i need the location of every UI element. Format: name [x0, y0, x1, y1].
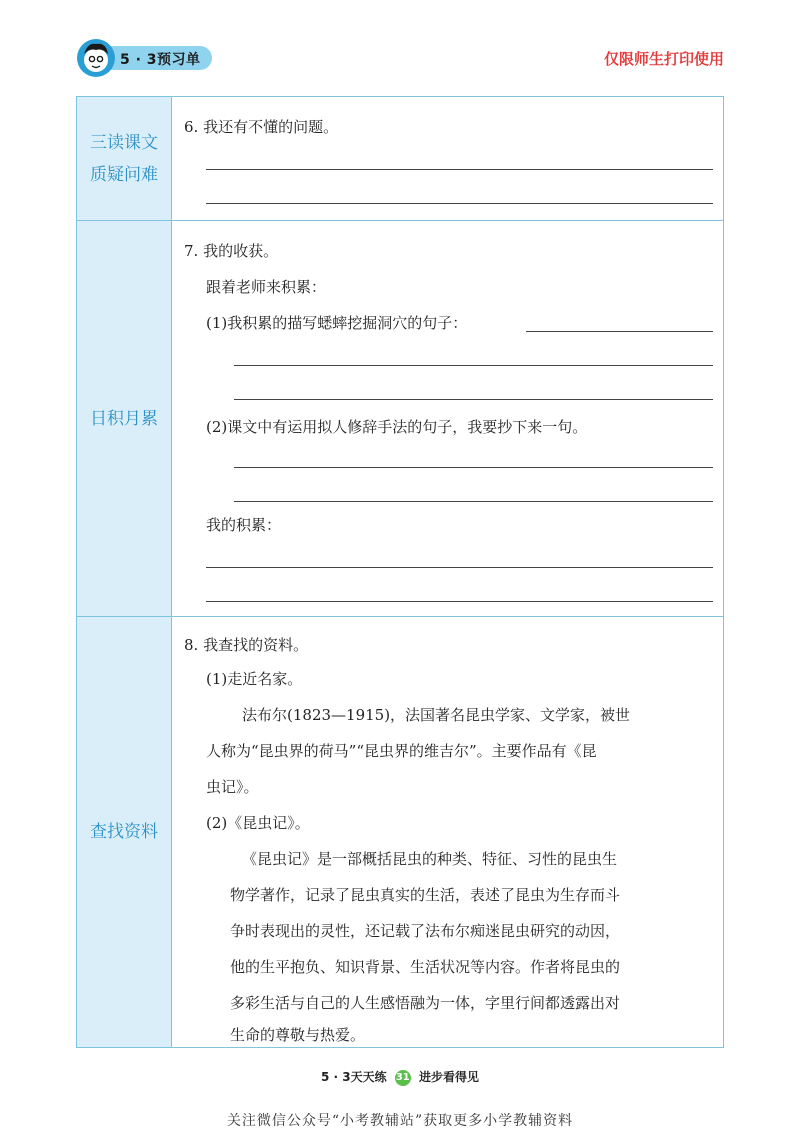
- answer-line[interactable]: [526, 331, 713, 332]
- section-label-line: 日积月累: [90, 408, 158, 429]
- answer-line[interactable]: [206, 601, 713, 602]
- author-paragraph-line: 虫记》。: [206, 778, 259, 796]
- worksheet-table: [76, 96, 724, 1048]
- answer-line[interactable]: [234, 501, 713, 502]
- answer-line[interactable]: [234, 467, 713, 468]
- author-paragraph-line: 法布尔(1823—1915)，法国著名昆虫学家、文学家，被世: [242, 706, 631, 724]
- answer-line[interactable]: [234, 399, 713, 400]
- answer-line[interactable]: [206, 203, 713, 204]
- book-title: (2)《昆虫记》。: [206, 814, 310, 832]
- section-content: [172, 97, 723, 220]
- section-label: [77, 97, 172, 220]
- section-row-questions: [77, 97, 723, 221]
- book-paragraph-line: 多彩生活与自己的人生感悟融为一体，字里行间都透露出对: [230, 994, 621, 1012]
- question-7: 7. 我的收获。: [184, 242, 279, 260]
- section-content: [172, 617, 723, 1047]
- question-8: 8. 我查找的资料。: [184, 636, 309, 654]
- section-label-line: 查找资料: [90, 822, 158, 842]
- section-row-accumulation: [77, 221, 723, 617]
- book-paragraph-line: 争时表现出的灵性，还记载了法布尔痴迷昆虫研究的动因，: [230, 922, 621, 940]
- accumulate-lead: 跟着老师来积累：: [206, 278, 327, 296]
- item-1-prompt: (1)我积累的描写蟋蟀挖掘洞穴的句子：: [206, 314, 468, 332]
- footer-slogan: 进步看得见: [418, 1070, 479, 1084]
- answer-line[interactable]: [234, 365, 713, 366]
- page-header: [0, 0, 800, 80]
- footer-series: 5 · 3天天练: [320, 1070, 387, 1084]
- item-2-prompt: (2)课文中有运用拟人修辞手法的句子，我要抄下来一句。: [206, 418, 588, 436]
- question-6: 6. 我还有不懂的问题。: [184, 118, 339, 136]
- print-restriction-notice: 仅限师生打印使用: [603, 50, 724, 68]
- mascot-logo-icon: [76, 38, 116, 78]
- book-paragraph-line: 他的生平抱负、知识背景、生活状况等内容。作者将昆虫的: [230, 958, 621, 976]
- section-row-research: [77, 617, 723, 1047]
- section-label-line: 三读课文: [90, 132, 158, 153]
- watermark-text: 关注微信公众号“小考教辅站”获取更多小学教辅资料: [226, 1113, 574, 1129]
- section-label: [77, 221, 172, 616]
- author-paragraph-line: 人称为“昆虫界的荷马”“昆虫界的维吉尔”。主要作品有《昆: [206, 742, 597, 760]
- book-paragraph-line: 生命的尊敬与热爱。: [230, 1026, 366, 1044]
- answer-line[interactable]: [206, 567, 713, 568]
- page-number-badge: 31: [395, 1070, 411, 1086]
- book-paragraph-line: 《昆虫记》是一部概括昆虫的种类、特征、习性的昆虫生: [242, 850, 618, 868]
- book-paragraph-line: 物学著作，记录了昆虫真实的生活，表述了昆虫为生存而斗: [230, 886, 621, 904]
- page-footer: [0, 1068, 800, 1086]
- famous-author-title: (1)走近名家。: [206, 670, 303, 688]
- section-label-line: 质疑问难: [90, 164, 158, 185]
- my-accumulation-label: 我的积累：: [206, 516, 282, 534]
- answer-line[interactable]: [206, 169, 713, 170]
- section-content: [172, 221, 723, 616]
- badge-text: 5 · 3预习单: [120, 52, 201, 68]
- section-label: [77, 617, 172, 1047]
- brand-badge: [76, 44, 216, 74]
